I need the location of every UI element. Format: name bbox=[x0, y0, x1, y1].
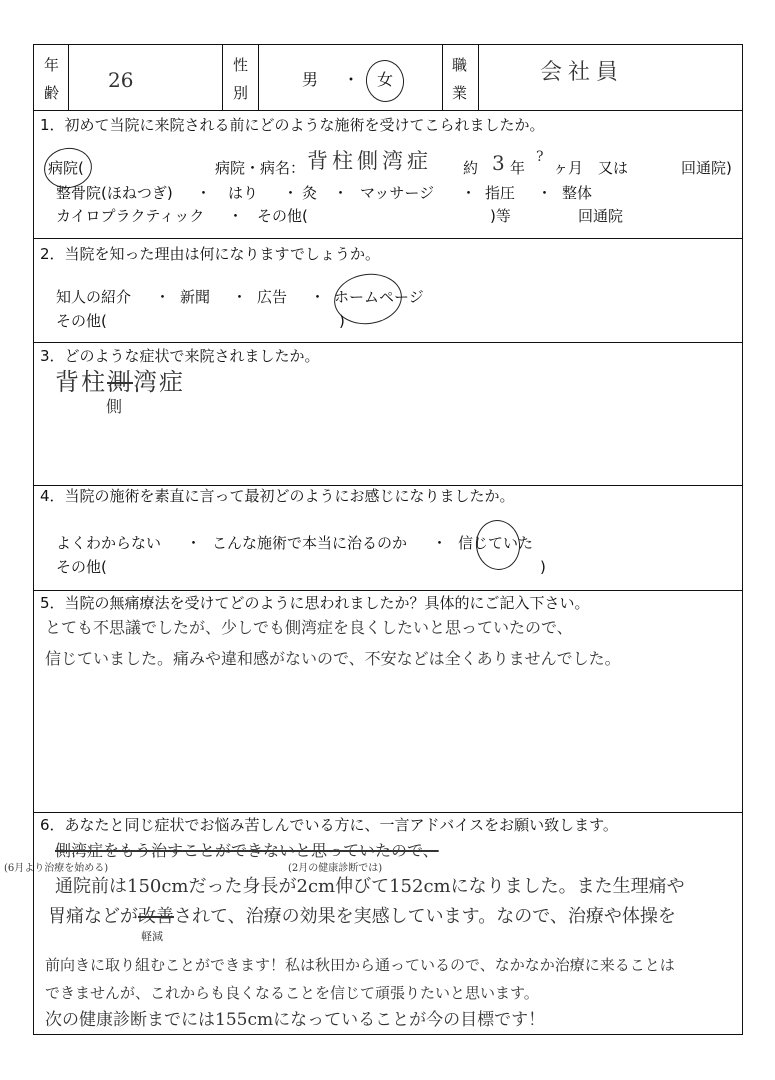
q6-struck-line: 側湾症をもう治すことができないと思っていたので、 bbox=[55, 841, 439, 860]
q3-answer-prefix: 背柱 bbox=[55, 368, 107, 396]
header-cell-divider bbox=[68, 44, 69, 110]
q1-other-open: その他( bbox=[257, 207, 308, 225]
occupation-label-bottom: 業 bbox=[452, 84, 468, 102]
q2-separator: ・ bbox=[232, 288, 248, 306]
age-label-top: 年 bbox=[44, 56, 60, 74]
q3-question: 3．どのような症状で来院されましたか。 bbox=[40, 347, 320, 365]
occupation-label-top: 職 bbox=[452, 56, 468, 74]
q6-question: 6．あなたと同じ症状でお悩み苦しんでいる方に、一言アドバイスをお願い致します。 bbox=[40, 816, 618, 834]
q1-years-label: 年 bbox=[510, 159, 526, 177]
q3-answer-correction: 側 bbox=[106, 397, 123, 416]
q1-option-chiropractic: カイロプラクティック bbox=[56, 207, 205, 225]
q1-hospital-name-label: 病院・病名： bbox=[215, 159, 306, 177]
gender-option-female: 女 bbox=[377, 70, 394, 89]
q6-answer-line: 通院前は150cmだった身長が2cm伸びて152cmになりました。また生理痛や bbox=[55, 876, 685, 897]
divider-q3 bbox=[33, 485, 743, 486]
q4-other-open: その他( bbox=[56, 558, 107, 576]
divider-q5 bbox=[33, 812, 743, 813]
divider-q4 bbox=[33, 590, 743, 591]
q4-other-close: ) bbox=[540, 558, 546, 576]
q6-line-annotation: (2月の健康診断では) bbox=[288, 863, 383, 874]
q1-years-answer: 3 bbox=[492, 151, 505, 175]
header-cell-divider bbox=[258, 44, 259, 110]
q4-option-doubtful: こんな施術で本当に治るのか bbox=[212, 534, 408, 552]
q2-option-newspaper: 新聞 bbox=[180, 288, 211, 306]
q4-option-believed: 信じていた bbox=[458, 534, 534, 552]
q1-option-seitai: 整体 bbox=[562, 184, 593, 202]
q1-months-label: ヶ月 又は bbox=[553, 159, 629, 177]
header-cell-divider bbox=[222, 44, 223, 110]
q5-answer-line: 信じていました。痛みや違和感がないので、不安などは全くありませんでした。 bbox=[45, 649, 621, 668]
q1-separator: ・ bbox=[228, 207, 244, 225]
q1-visits-close: 回通院) bbox=[681, 159, 732, 177]
q6-line3-struck: 改善 bbox=[138, 906, 174, 927]
gender-label-bottom: 別 bbox=[233, 84, 249, 102]
age-value: 26 bbox=[108, 68, 134, 92]
q1-months-answer: ? bbox=[536, 149, 544, 165]
q1-separator: ・ bbox=[333, 184, 349, 202]
q4-separator: ・ bbox=[432, 534, 448, 552]
q1-option-massage: マッサージ bbox=[360, 184, 435, 202]
q6-answer-line-3 bbox=[48, 908, 676, 926]
q3-answer-struck: 測 bbox=[107, 368, 133, 396]
header-cell-divider bbox=[442, 44, 443, 110]
q1-option-kyu: 灸 bbox=[302, 184, 318, 202]
q5-question: 5．当院の無痛療法を受けてどのように思われましたか？具体的にご記入下さい。 bbox=[40, 594, 590, 612]
q6-margin-note: (6月より治療を始める) bbox=[4, 863, 109, 874]
q1-hospital-option: 病院( bbox=[48, 159, 84, 177]
q6-line3-correction: 軽減 bbox=[141, 930, 163, 943]
q6-line3-suffix: されて、治療の効果を実感しています。なので、治療や体操を bbox=[174, 906, 676, 927]
q1-separator: ・ bbox=[283, 184, 299, 202]
q6-answer-line: できませんが、これからも良くなることを信じて頑張りたいと思います。 bbox=[45, 984, 539, 1002]
q2-separator: ・ bbox=[310, 288, 326, 306]
q1-approx-label: 約 bbox=[463, 159, 479, 177]
q2-other-close: ) bbox=[339, 312, 345, 330]
age-label-bottom: 齢 bbox=[44, 84, 60, 102]
header-cell-divider bbox=[478, 44, 479, 110]
q1-option-shiatsu: 指圧 bbox=[485, 184, 516, 202]
divider-q2 bbox=[33, 342, 743, 343]
q2-other-open: その他( bbox=[56, 312, 107, 330]
gender-label-top: 性 bbox=[233, 56, 249, 74]
q1-visits-label: 回通院 bbox=[578, 207, 624, 225]
gender-option-male: 男 bbox=[302, 70, 319, 89]
q1-separator: ・ bbox=[196, 184, 212, 202]
q3-answer bbox=[55, 370, 185, 394]
q2-option-referral: 知人の紹介 bbox=[56, 288, 132, 306]
q4-question: 4．当院の施術を素直に言って最初どのようにお感じになりましたか。 bbox=[40, 487, 515, 505]
q1-hospital-name-answer: 背柱側湾症 bbox=[307, 149, 432, 173]
gender-separator: ・ bbox=[343, 70, 360, 89]
occupation-value: 会社員 bbox=[540, 60, 625, 85]
q6-answer-line: 次の健康診断までには155cmになっていることが今の目標です！ bbox=[45, 1010, 546, 1030]
q3-answer-suffix: 湾症 bbox=[133, 368, 185, 396]
q2-question: 2．当院を知った理由は何になりますでしょうか。 bbox=[40, 245, 380, 263]
q4-option-unsure: よくわからない bbox=[56, 534, 162, 552]
q1-separator: ・ bbox=[537, 184, 553, 202]
q2-option-advertisement: 広告 bbox=[257, 288, 288, 306]
q5-answer-line: とても不思議でしたが、少しでも側湾症を良くしたいと思っていたので、 bbox=[45, 618, 573, 637]
q6-answer-line: 前向きに取り組むことができます！私は秋田から通っているので、なかなか治療に来ることは bbox=[45, 956, 675, 974]
divider-q1 bbox=[33, 238, 743, 239]
q1-option-seikotsuin: 整骨院(ほねつぎ) bbox=[56, 184, 173, 202]
q2-option-homepage: ホームページ bbox=[334, 288, 424, 306]
q1-question: 1．初めて当院に来院される前にどのような施術を受けてこられましたか。 bbox=[40, 116, 545, 134]
divider-header bbox=[33, 110, 743, 111]
q1-separator: ・ bbox=[461, 184, 477, 202]
q4-separator: ・ bbox=[186, 534, 202, 552]
q6-line3-prefix: 胃痛などが bbox=[48, 906, 138, 927]
q2-separator: ・ bbox=[155, 288, 171, 306]
q1-other-close: )等 bbox=[490, 207, 511, 225]
q1-option-hari: はり bbox=[228, 184, 259, 202]
